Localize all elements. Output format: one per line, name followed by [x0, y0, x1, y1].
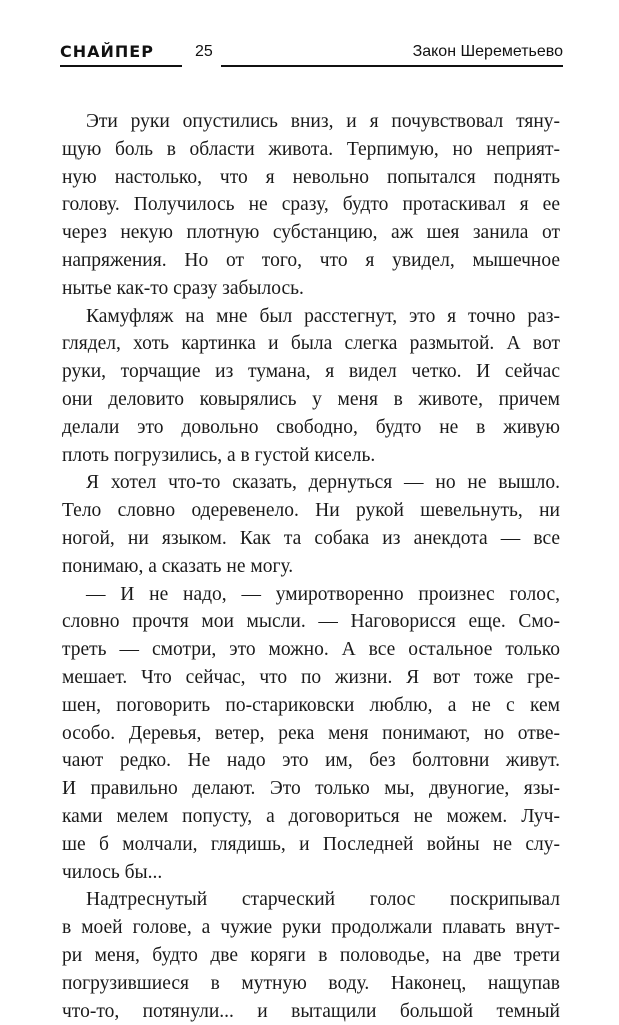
- header-rule-right: [221, 65, 563, 67]
- text-line: напряжения. Но от того, что я увидел, мышечное: [62, 247, 560, 275]
- page-number: 25: [195, 43, 213, 61]
- text-line: И правильно делают. Это только мы, двуногие, язы-: [62, 775, 560, 803]
- text-line: чают редко. Не надо это им, без болтовни живут.: [62, 747, 560, 775]
- paragraph: [62, 108, 560, 303]
- text-line: голову. Получилось не сразу, будто протаскивал я ее: [62, 191, 560, 219]
- text-line: Надтреснутый старческий голос поскрипывал: [62, 886, 560, 914]
- text-line: ками мелем попусту, а договориться не можем. Луч-: [62, 803, 560, 831]
- running-header: [60, 40, 563, 70]
- text-line: Эти руки опустились вниз, и я почувствовал тяну-: [62, 108, 560, 136]
- text-line: глядел, хоть картинка и была слегка размытой. А вот: [62, 330, 560, 358]
- text-line: Камуфляж на мне был расстегнут, это я точно раз-: [62, 303, 560, 331]
- text-line: словно прочтя мои мысли. — Наговорисся еще. Смо-: [62, 608, 560, 636]
- text-line: ногой, ни языком. Как та собака из анекдота — все: [62, 525, 560, 553]
- body-text: [62, 108, 560, 1025]
- book-title: Закон Шереметьево: [413, 43, 563, 61]
- text-line: через некую плотную субстанцию, аж шея занила от: [62, 219, 560, 247]
- paragraph: [62, 469, 560, 580]
- text-line: руки, торчащие из тумана, я видел четко. И сейчас: [62, 358, 560, 386]
- paragraph: [62, 303, 560, 470]
- text-line: Я хотел что-то сказать, дернуться — но не вышло.: [62, 469, 560, 497]
- text-line: щую боль в области живота. Терпимую, но неприят-: [62, 136, 560, 164]
- text-line: нытье как-то сразу забылось.: [62, 275, 560, 303]
- text-line: чилось бы...: [62, 859, 560, 887]
- text-line: Тело словно одеревенело. Ни рукой шевельнуть, ни: [62, 497, 560, 525]
- text-line: что-то, потянули... и вытащили большой темный: [62, 998, 560, 1025]
- text-line: мешает. Что сейчас, что по жизни. Я вот тоже гре-: [62, 664, 560, 692]
- text-line: — И не надо, — умиротворенно произнес голос,: [62, 581, 560, 609]
- text-line: ше б молчали, глядишь, и Последней войны не слу-: [62, 831, 560, 859]
- text-line: плоть погрузились, а в густой кисель.: [62, 442, 560, 470]
- text-line: ри меня, будто две коряги в половодье, на две трети: [62, 942, 560, 970]
- paragraph: [62, 581, 560, 887]
- text-line: ную настолько, что я невольно попытался поднять: [62, 164, 560, 192]
- text-line: они деловито ковырялись у меня в животе, причем: [62, 386, 560, 414]
- text-line: погрузившиеся в мутную воду. Наконец, нащупав: [62, 970, 560, 998]
- text-line: понимаю, а сказать не могу.: [62, 553, 560, 581]
- text-line: шен, поговорить по-стариковски люблю, а не с кем: [62, 692, 560, 720]
- text-line: в моей голове, а чужие руки продолжали плавать внут-: [62, 914, 560, 942]
- text-line: особо. Деревья, ветер, река меня понимают, но отве-: [62, 720, 560, 748]
- text-line: треть — смотри, это можно. А все остальное только: [62, 636, 560, 664]
- series-title: СНАЙПЕР: [60, 42, 154, 61]
- header-rule-left: [60, 65, 182, 67]
- text-line: делали это довольно свободно, будто не в живую: [62, 414, 560, 442]
- paragraph: [62, 886, 560, 1025]
